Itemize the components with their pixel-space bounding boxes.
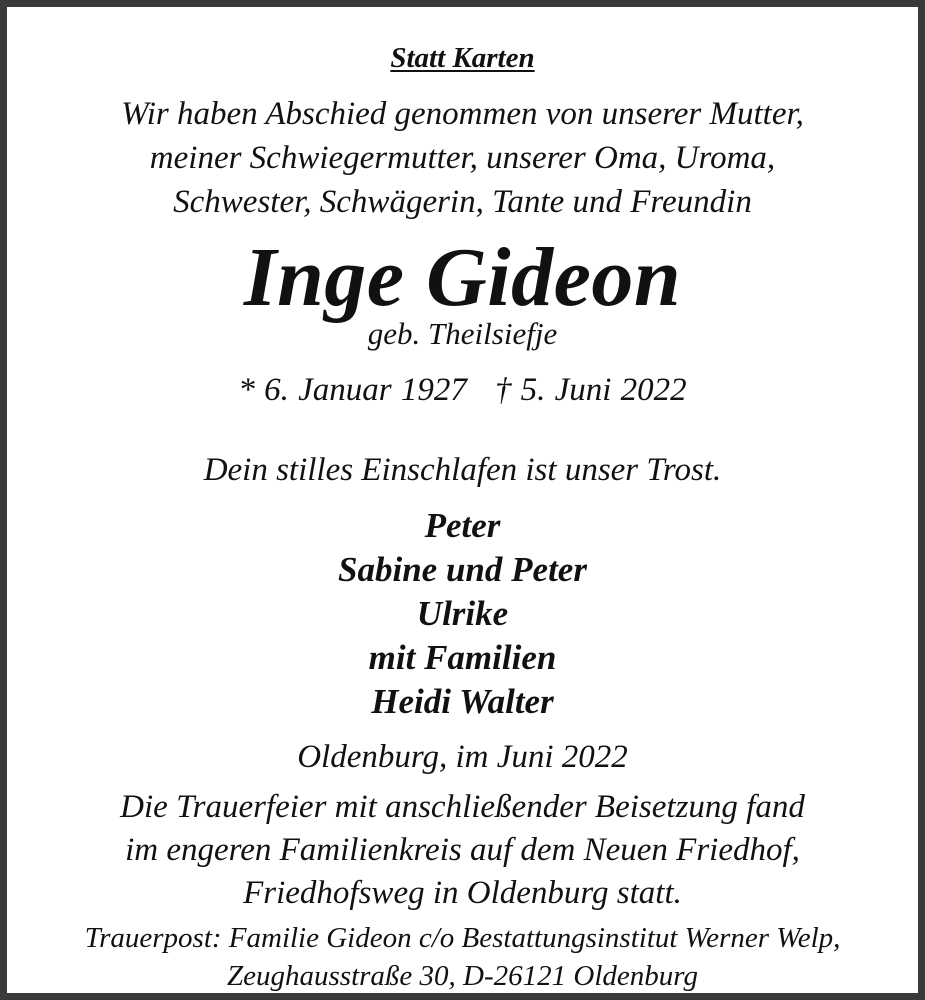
deceased-name: Inge Gideon xyxy=(243,231,682,324)
place-and-date: Oldenburg, im Juni 2022 xyxy=(297,739,628,775)
mail-address xyxy=(14,919,911,995)
birth-date: * 6. Januar 1927 xyxy=(238,372,467,408)
mourner-name: Sabine und Peter xyxy=(338,550,587,589)
funeral-info-line: im engeren Familienkreis auf dem Neuen Friedhof, xyxy=(125,832,800,868)
funeral-info-line: Die Trauerfeier mit anschließender Beisetzung fand xyxy=(120,789,805,825)
funeral-info-line: Friedhofsweg in Oldenburg statt. xyxy=(243,875,682,911)
mourners-list xyxy=(14,504,911,724)
mourner-name: mit Familien xyxy=(368,638,557,677)
mourner-name: Ulrike xyxy=(416,594,509,633)
intro-text xyxy=(14,92,911,224)
funeral-info xyxy=(14,786,911,915)
mail-address-line: Zeughausstraße 30, D-26121 Oldenburg xyxy=(227,960,698,992)
mourner-name: Heidi Walter xyxy=(371,682,554,721)
maiden-name: geb. Theilsiefje xyxy=(367,316,558,351)
intro-line: Schwester, Schwägerin, Tante und Freundin xyxy=(173,184,752,220)
mail-address-line: Trauerpost: Familie Gideon c/o Bestattungsinstitut Werner Welp, xyxy=(84,922,841,954)
intro-line: meiner Schwiegermutter, unserer Oma, Uroma, xyxy=(149,140,776,176)
memorial-quote: Dein stilles Einschlafen ist unser Trost. xyxy=(203,452,722,488)
mourner-name: Peter xyxy=(424,506,501,545)
death-date: † 5. Juni 2022 xyxy=(494,372,687,408)
notice-heading: Statt Karten xyxy=(390,42,535,74)
intro-line: Wir haben Abschied genommen von unserer Mutter, xyxy=(121,96,804,132)
life-dates xyxy=(14,372,911,409)
obituary-card xyxy=(14,14,911,992)
